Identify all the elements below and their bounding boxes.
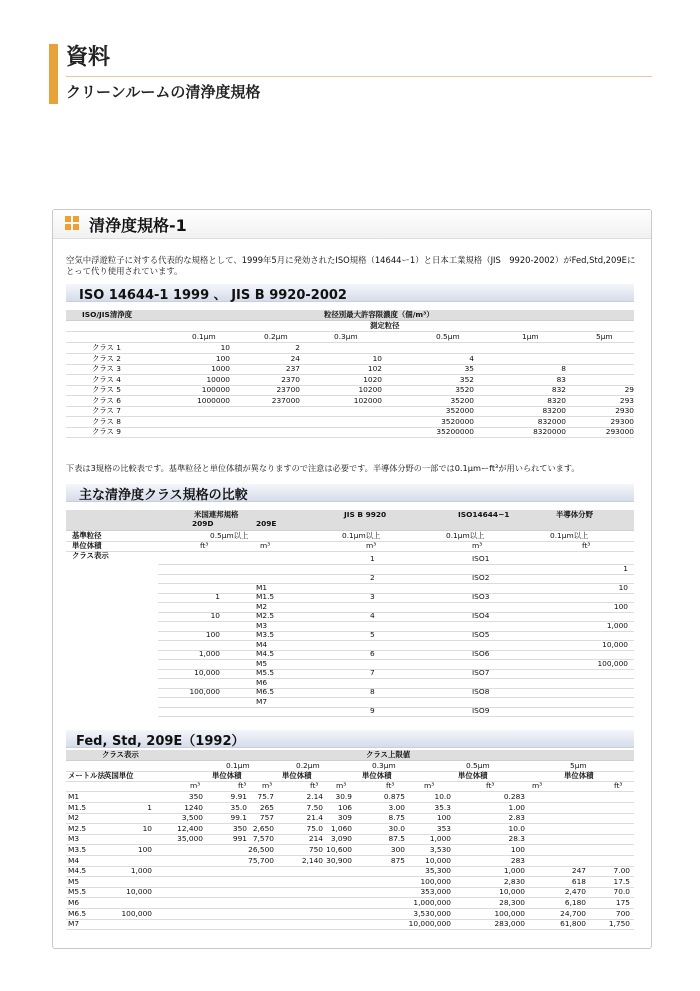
- fed-table-row: [66, 824, 634, 835]
- fed-table-row: [66, 887, 634, 898]
- fed-value-cell: 1,000: [429, 834, 451, 844]
- iso-value-cell: 2930: [615, 406, 634, 415]
- fed-value-cell: 35.3: [434, 802, 451, 812]
- iso-size-header: 1μm: [522, 332, 539, 341]
- fed-value-cell: 7.50: [306, 802, 323, 812]
- iso-value-cell: 29: [624, 385, 634, 394]
- fed-metric-cell: M2: [68, 813, 80, 823]
- iso-value-cell: 35: [464, 364, 474, 373]
- std-209d-cell: 10: [210, 611, 220, 620]
- fed-size-header: 0.5μm: [466, 761, 490, 770]
- d-volume-value: ft³: [200, 541, 209, 550]
- iso-value-cell: 2: [295, 343, 300, 352]
- fed-unit-f: ft³: [486, 781, 495, 790]
- page-title: 資料: [66, 45, 111, 70]
- fed-value-cell: 61,800: [560, 919, 586, 929]
- jis-class-cell: 4: [370, 611, 375, 620]
- fed-metric-cell: M2.5: [68, 823, 87, 833]
- std-209e-cell: M5: [256, 658, 268, 668]
- class-label: クラス表示: [72, 551, 109, 560]
- jis-class-cell: 3: [370, 592, 375, 601]
- std-209e-cell: M2: [256, 601, 268, 611]
- iso-value-cell: 8320000: [533, 427, 566, 436]
- fed-value-cell: 21.4: [306, 813, 323, 823]
- fed-unit-header: 単位体積: [282, 771, 312, 780]
- iso-size-header: 5μm: [596, 332, 613, 341]
- semi-size-value: 0.1μm以上: [550, 531, 589, 540]
- iso-class-cell: ISO2: [472, 573, 490, 582]
- iso-value-cell: 10: [372, 353, 382, 363]
- fed-english-cell: 100: [137, 845, 152, 854]
- iso-class-cell: クラス 9: [92, 427, 122, 436]
- us-size-value: 0.5μm以上: [210, 531, 249, 540]
- fed-value-cell: 353,000: [420, 887, 451, 897]
- std-209d-cell: 10,000: [194, 668, 220, 677]
- std-209e-cell: M5.5: [256, 668, 275, 677]
- fed-unit-f: ft³: [238, 781, 247, 790]
- fed-value-cell: 3,530: [429, 845, 451, 854]
- iso-table-row: [66, 396, 634, 407]
- fed-value-cell: 10.0: [434, 792, 451, 801]
- fed-value-cell: 100: [510, 845, 525, 854]
- fed-value-cell: 24,700: [560, 908, 586, 918]
- iso-value-cell: 23700: [276, 385, 300, 394]
- fed-table-row: [66, 803, 634, 814]
- fed-table-row: [66, 792, 634, 803]
- std-209e-cell: M1: [256, 582, 268, 592]
- iso-limit-header: 粒径別最大許容限濃度（個/m³）: [324, 310, 434, 319]
- fed-value-cell: 2,470: [564, 887, 586, 897]
- fed-metric-cell: M4: [68, 855, 80, 865]
- iso-value-cell: 237000: [271, 395, 300, 405]
- fed-size-header: 0.2μm: [296, 761, 320, 770]
- fed-table-row: [66, 898, 634, 909]
- fed-value-cell: 35,300: [425, 866, 451, 876]
- e-volume-value: m³: [260, 541, 271, 550]
- iso-class-cell: ISO9: [472, 706, 490, 715]
- iso-table: [66, 310, 634, 438]
- iso-value-cell: 293000: [605, 427, 634, 436]
- fed-metric-cell: M4.5: [68, 866, 87, 876]
- fed-size-header: 0.1μm: [226, 761, 250, 770]
- fed-value-cell: 875: [390, 855, 405, 865]
- fed-value-cell: 10,600: [326, 845, 352, 854]
- std-209d-cell: 1: [215, 592, 220, 601]
- fed-value-cell: 17.5: [613, 876, 630, 886]
- iso-value-cell: 83: [556, 374, 566, 384]
- jis-class-cell: 7: [370, 668, 375, 677]
- fed-value-cell: 175: [615, 898, 630, 907]
- jis-class-cell: 8: [370, 687, 375, 696]
- fed-unit-header: 単位体積: [212, 771, 242, 780]
- iso-value-cell: 8320: [547, 395, 566, 405]
- fed-metric-cell: M5.5: [68, 887, 87, 897]
- fed-unit-m: m³: [532, 781, 543, 790]
- fed-value-cell: 12,400: [177, 823, 203, 833]
- iso-measured-header: 測定粒径: [370, 321, 400, 330]
- iso-size-value: 0.1μm以上: [446, 531, 485, 540]
- iso-class-cell: ISO1: [472, 554, 490, 563]
- fed-english-cell: 1,000: [130, 866, 152, 876]
- fed-unit-m: m³: [336, 781, 347, 790]
- iso-class-cell: ISO7: [472, 668, 490, 677]
- fed-metric-cell: M7: [68, 919, 80, 929]
- iso-value-cell: 35200000: [436, 427, 474, 436]
- iso-class-cell: クラス 7: [92, 406, 122, 415]
- compare-table: [66, 510, 634, 715]
- jis-class-cell: 2: [370, 573, 375, 582]
- fed-value-cell: 2.14: [306, 792, 323, 801]
- iso-class-cell: クラス 8: [92, 416, 122, 426]
- iso-value-cell: 29300: [610, 416, 634, 426]
- fed-section-band: [66, 730, 634, 748]
- semi-class-cell: 100: [613, 601, 628, 611]
- std-209e-cell: M2.5: [256, 611, 275, 620]
- fed-class-header: クラス表示: [102, 750, 139, 759]
- fed-value-cell: 8.75: [388, 813, 405, 823]
- intro-line-1: 空気中浮遊粒子に対する代表的な規格として、1999年5月に発効されたISO規格（14644ー1）と日本工業規格（JIS 9920-2002）がFed,Std,209Eに: [66, 255, 636, 265]
- iso-value-cell: 100000: [201, 385, 230, 394]
- fed-metric-cell: M6.5: [68, 908, 87, 918]
- iso-size-header: 0.2μm: [264, 332, 288, 341]
- us-federal-header: 米国連邦規格: [194, 510, 239, 519]
- fed-value-cell: 10,000: [425, 855, 451, 865]
- fed-value-cell: 283: [510, 855, 525, 865]
- jis-class-cell: 9: [370, 706, 375, 715]
- iso-section-title: ISO 14644-1 1999 、 JIS B 9920-2002: [79, 288, 347, 303]
- fed-value-cell: 309: [337, 813, 352, 823]
- std-209e-cell: M1.5: [256, 592, 275, 601]
- fed-value-cell: 6,180: [564, 898, 586, 907]
- jis-class-cell: 5: [370, 630, 375, 639]
- jis-header: JIS B 9920: [344, 510, 387, 519]
- semi-class-cell: 10: [618, 582, 628, 592]
- fed-value-cell: 1,750: [608, 919, 630, 929]
- fed-value-cell: 700: [615, 908, 630, 918]
- fed-unit-m: m³: [262, 781, 273, 790]
- fed-unit-f: ft³: [310, 781, 319, 790]
- compare-table-row: [158, 706, 634, 717]
- std-209e-cell: M6.5: [256, 687, 275, 696]
- fed-header-row: [66, 750, 634, 761]
- std-209e-cell: M4.5: [256, 649, 275, 658]
- iso-size-header: 0.3μm: [334, 332, 358, 341]
- iso-size-row: [66, 332, 634, 343]
- fed-unit-f: ft³: [614, 781, 623, 790]
- fed-value-cell: 1,000,000: [413, 898, 451, 907]
- iso-class-cell: ISO6: [472, 649, 490, 658]
- fed-value-cell: 30,900: [326, 855, 352, 865]
- fed-value-cell: 35.0: [230, 802, 247, 812]
- english-header: 英国単位: [104, 771, 134, 780]
- fed-size-header: 0.3μm: [372, 761, 396, 770]
- fed-metric-cell: M6: [68, 898, 80, 907]
- iso-value-cell: 10000: [206, 374, 230, 384]
- iso-compare-header: ISO14644−1: [458, 510, 510, 519]
- iso-class-cell: ISO4: [472, 611, 490, 620]
- fed-value-cell: 30.0: [388, 823, 405, 833]
- iso-value-cell: 832000: [537, 416, 566, 426]
- compare-section-band: [66, 484, 634, 502]
- fed-value-cell: 100,000: [420, 876, 451, 886]
- iso-value-cell: 83200: [542, 406, 566, 415]
- iso-header-row: [66, 310, 634, 321]
- fed-table-row: [66, 845, 634, 856]
- base-size-label: 基準粒径: [72, 531, 102, 540]
- fed-value-cell: 9.91: [230, 792, 247, 801]
- iso-value-cell: 237: [285, 364, 300, 373]
- fed-metric-cell: M1: [68, 792, 80, 801]
- fed-value-cell: 0.283: [503, 792, 525, 801]
- iso-table-row: [66, 354, 634, 365]
- fed-value-cell: 1,060: [330, 823, 352, 833]
- fed-value-cell: 75.0: [306, 823, 323, 833]
- semiconductor-header: 半導体分野: [556, 510, 593, 519]
- fed-value-cell: 100,000: [494, 908, 525, 918]
- fed-english-cell: 1: [147, 802, 152, 812]
- iso-size-header: 0.1μm: [192, 332, 216, 341]
- compare-header-row: [66, 510, 634, 531]
- jis-class-cell: 1: [370, 554, 375, 563]
- header-accent-bar: [49, 44, 58, 104]
- iso-table-row: [66, 406, 634, 417]
- fed-value-cell: 1.00: [508, 802, 525, 812]
- header-divider: [66, 76, 652, 77]
- jis-size-value: 0.1μm以上: [342, 531, 381, 540]
- iso-class-cell: ISO8: [472, 687, 490, 696]
- semi-class-cell: 100,000: [597, 658, 628, 668]
- iso-value-cell: 4: [469, 353, 474, 363]
- std-209e-cell: M7: [256, 696, 268, 706]
- fed-value-cell: 7.00: [613, 866, 630, 876]
- iso-measured-row: [66, 321, 634, 332]
- std-209d-cell: 100,000: [189, 687, 220, 696]
- fed-table-row: [66, 909, 634, 920]
- fed-table-row: [66, 877, 634, 888]
- iso-value-cell: 10: [220, 343, 230, 352]
- fed-value-cell: 265: [259, 802, 274, 812]
- iso-value-cell: 100: [215, 353, 230, 363]
- iso-value-cell: 102: [367, 364, 382, 373]
- fed-value-cell: 1,000: [503, 866, 525, 876]
- fed-table-row: [66, 919, 634, 930]
- iso-value-cell: 293: [619, 395, 634, 405]
- iso-class-cell: クラス 6: [92, 395, 122, 405]
- compare-note: 下表は3規格の比較表です。基準粒径と単位体積が異なりますので注意は必要です。半導体分野の一部では0.1μmーft³が用いられています。: [66, 463, 580, 473]
- fed-value-cell: 247: [571, 866, 586, 876]
- fed-metric-cell: M3: [68, 834, 80, 844]
- fed-unit-m: m³: [424, 781, 435, 790]
- std-209e-header: 209E: [256, 519, 277, 528]
- semi-class-cell: 1,000: [606, 620, 628, 630]
- std-209e-cell: M6: [256, 677, 268, 687]
- fed-table-row: [66, 866, 634, 877]
- iso-value-cell: 24: [290, 353, 300, 363]
- fed-value-cell: 300: [390, 845, 405, 854]
- iso-table-row: [66, 427, 634, 438]
- fed-value-cell: 2.83: [508, 813, 525, 823]
- unit-volume-label: 単位体積: [72, 541, 102, 550]
- fed-value-cell: 75.7: [257, 792, 274, 801]
- jis-class-cell: 6: [370, 649, 375, 658]
- std-209e-cell: M3: [256, 620, 268, 630]
- iso-value-cell: 8: [561, 364, 566, 373]
- std-209e-cell: M3.5: [256, 630, 275, 639]
- semi-volume-value: ft³: [582, 541, 591, 550]
- intro-line-2: とって代り使用されています。: [66, 266, 183, 276]
- fed-value-cell: 0.875: [383, 792, 405, 801]
- iso-section-band: [66, 284, 634, 302]
- iso-value-cell: 352: [459, 374, 474, 384]
- fed-table-row: [66, 856, 634, 867]
- fed-value-cell: 353: [436, 823, 451, 833]
- fed-value-cell: 99.1: [230, 813, 247, 823]
- fed-value-cell: 350: [232, 823, 247, 833]
- fed-value-cell: 350: [188, 792, 203, 801]
- fed-metric-cell: M3.5: [68, 845, 87, 854]
- semi-class-cell: 10,000: [602, 639, 628, 649]
- fed-value-cell: 35,000: [177, 834, 203, 844]
- iso-volume-value: m³: [472, 541, 483, 550]
- iso-value-cell: 10200: [358, 385, 382, 394]
- std-209e-cell: M4: [256, 639, 268, 649]
- fed-value-cell: 100: [436, 813, 451, 823]
- iso-table-row: [66, 417, 634, 428]
- panel-title: 清浄度規格-1: [89, 216, 187, 235]
- fed-table-row: [66, 834, 634, 845]
- iso-class-cell: クラス 3: [92, 364, 122, 373]
- fed-value-cell: 3,090: [330, 834, 352, 844]
- iso-value-cell: 3520000: [441, 416, 474, 426]
- iso-value-cell: 832: [551, 385, 566, 394]
- fed-unit-f: ft³: [386, 781, 395, 790]
- semi-class-cell: 1: [623, 563, 628, 573]
- fed-value-cell: 3,530,000: [413, 908, 451, 918]
- iso-table-row: [66, 343, 634, 354]
- fed-value-cell: 2,830: [503, 876, 525, 886]
- fed-metric-cell: M5: [68, 876, 80, 886]
- grid-squares-icon: [65, 216, 79, 230]
- fed-value-cell: 10,000: [499, 887, 525, 897]
- fed-value-cell: 87.5: [388, 834, 405, 844]
- fed-metric-cell: M1.5: [68, 802, 87, 812]
- fed-table: [66, 750, 634, 935]
- panel-header: [53, 210, 651, 239]
- iso-value-cell: 1000: [211, 364, 230, 373]
- fed-value-cell: 618: [571, 876, 586, 886]
- iso-value-cell: 1020: [363, 374, 382, 384]
- iso-class-cell: ISO3: [472, 592, 490, 601]
- fed-english-cell: 10: [142, 823, 152, 833]
- fed-table-row: [66, 813, 634, 824]
- fed-value-cell: 106: [337, 802, 352, 812]
- iso-class-cell: ISO5: [472, 630, 490, 639]
- fed-unit-header: 単位体積: [362, 771, 392, 780]
- fed-value-cell: 1240: [184, 802, 203, 812]
- fed-unit-header: 単位体積: [458, 771, 488, 780]
- fed-units-sub-row: [66, 781, 634, 792]
- std-209d-cell: 1,000: [198, 649, 220, 658]
- fed-value-cell: 7,570: [252, 834, 274, 844]
- iso-size-header: 0.5μm: [436, 332, 460, 341]
- fed-unit-m: m³: [190, 781, 201, 790]
- fed-value-cell: 26,500: [248, 845, 274, 854]
- fed-value-cell: 2,140: [301, 855, 323, 865]
- fed-section-title: Fed, Std, 209E（1992）: [76, 734, 245, 749]
- jis-volume-value: m³: [366, 541, 377, 550]
- iso-value-cell: 102000: [353, 395, 382, 405]
- fed-value-cell: 28,300: [499, 898, 525, 907]
- iso-table-row: [66, 375, 634, 386]
- fed-limit-header: クラス上限値: [366, 750, 411, 759]
- iso-class-cell: クラス 4: [92, 374, 122, 384]
- fed-value-cell: 750: [308, 845, 323, 854]
- std-209d-cell: 100: [205, 630, 220, 639]
- fed-value-cell: 214: [308, 834, 323, 844]
- fed-value-cell: 2,650: [252, 823, 274, 833]
- std-209d-header: 209D: [192, 519, 214, 528]
- page-subtitle: クリーンルームの清浄度規格: [66, 83, 261, 101]
- iso-class-cell: クラス 5: [92, 385, 122, 394]
- fed-value-cell: 75,700: [248, 855, 274, 865]
- fed-value-cell: 991: [232, 834, 247, 844]
- iso-class-header: ISO/JIS清浄度: [82, 310, 133, 319]
- iso-value-cell: 35200: [450, 395, 474, 405]
- iso-table-row: [66, 385, 634, 396]
- fed-value-cell: 757: [259, 813, 274, 823]
- iso-value-cell: 352000: [445, 406, 474, 415]
- fed-size-header: 5μm: [570, 761, 587, 770]
- iso-value-cell: 3520: [455, 385, 474, 394]
- iso-class-cell: クラス 2: [92, 353, 122, 363]
- fed-value-cell: 10.0: [508, 823, 525, 833]
- iso-value-cell: 2370: [281, 374, 300, 384]
- metric-header: メートル法: [68, 771, 105, 780]
- fed-value-cell: 28.3: [508, 834, 525, 844]
- iso-value-cell: 1000000: [197, 395, 230, 405]
- fed-value-cell: 3,500: [181, 813, 203, 823]
- iso-class-cell: クラス 1: [92, 343, 122, 352]
- fed-value-cell: 30.9: [335, 792, 352, 801]
- fed-value-cell: 10,000,000: [408, 919, 451, 929]
- fed-value-cell: 70.0: [613, 887, 630, 897]
- fed-unit-header: 単位体積: [564, 771, 594, 780]
- compare-section-title: 主な清浄度クラス規格の比較: [79, 488, 248, 503]
- fed-value-cell: 3.00: [388, 802, 405, 812]
- iso-table-row: [66, 364, 634, 375]
- fed-english-cell: 10,000: [126, 887, 152, 897]
- fed-value-cell: 283,000: [494, 919, 525, 929]
- fed-english-cell: 100,000: [121, 908, 152, 918]
